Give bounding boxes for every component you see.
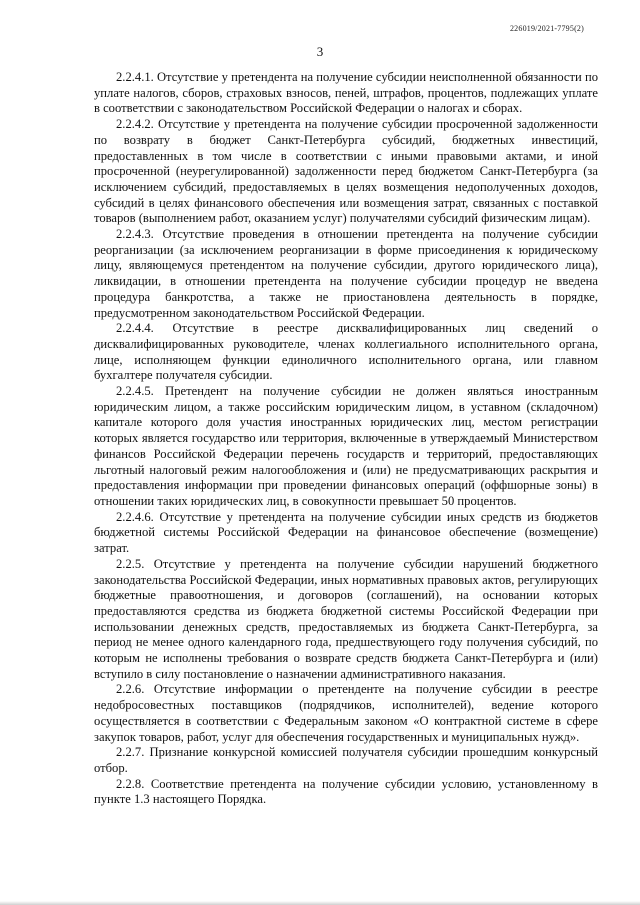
clause-2-2-4-5: 2.2.4.5. Претендент на получение субсидии не должен являться иностранным юридическим лицом, а также российским юридическим лицом, в уставном (складочном) капитале которого доля участия иностранных юридических лиц, местом регистрации которых является государство или территория, включенные в утверждаемый Министерством финансов Российской Федерации перечень государств и территорий, предоставляющих льготный налоговый режим налогообложения и (или) не предусматривающих раскрытия и предоставления информации при проведении финансовых операций (оффшорные зоны) в отношении таких юридических лиц, в совокупности превышает 50 процентов. xyxy=(94,384,598,508)
clause-2-2-6: 2.2.6. Отсутствие информации о претенденте на получение субсидии в реестре недобросовестных поставщиков (подрядчиков, исполнителей), ведение которого осуществляется в соответствии с Федеральным законом «О контрактной системе в сфере закупок товаров, работ, услуг для обеспечения государственных и муниципальных нужд». xyxy=(94,682,598,744)
clause-2-2-8: 2.2.8. Соответствие претендента на получение субсидии условию, установленному в пункте 1.3 настоящего Порядка. xyxy=(94,776,598,807)
clause-2-2-4-2: 2.2.4.2. Отсутствие у претендента на получение субсидии просроченной задолженности по возврату в бюджет Санкт-Петербурга субсидий, бюджетных инвестиций, предоставленных в том числе в соответствии с иными правовыми актами, и иной просроченной (неурегулированной) задолженности перед бюджетом Санкт-Петербурга (за исключением субсидий, предоставляемых в целях возмещения недополученных доходов, субсидий в целях финансового обеспечения или возмещения затрат, связанных с поставкой товаров (выполнением работ, оказанием услуг) получателями субсидий физическим лицам). xyxy=(94,117,598,226)
document-body xyxy=(94,70,598,808)
clause-2-2-7: 2.2.7. Признание конкурсной комиссией получателя субсидии прошедшим конкурсный отбор. xyxy=(94,745,598,775)
clause-2-2-4-3: 2.2.4.3. Отсутствие проведения в отношении претендента на получение субсидии реорганизации (за исключением реорганизации в форме присоединения к юридическому лицу, являющемуся претендентом на получение субсидии, другого юридического лица), ликвидации, в отношении претендента на получение субсидии процедур не введена процедура банкротства, а также не приостановлена деятельность в порядке, предусмотренном законодательством Российской Федерации. xyxy=(94,227,598,320)
clause-2-2-5: 2.2.5. Отсутствие у претендента на получение субсидии нарушений бюджетного законодательства Российской Федерации, иных нормативных правовых актов, регулирующих бюджетные правоотношения, и договоров (соглашений), на основании которых предоставляются средства из бюджета бюджетной системы Российской Федерации при использовании денежных средств, предоставляемых из бюджета Санкт-Петербурга, за период не менее одного календарного года, предшествующего году получения субсидий, по которым не исполнены требования о возврате средств бюджета Санкт-Петербурга и (или) вступило в силу постановление о назначении административного наказания. xyxy=(94,556,598,681)
scan-bottom-edge xyxy=(0,901,640,905)
clause-2-2-4-6: 2.2.4.6. Отсутствие у претендента на получение субсидии иных средств из бюджетов бюджетной системы Российской Федерации на финансовое обеспечение (возмещение) затрат. xyxy=(94,509,598,556)
page-number: 3 xyxy=(316,44,324,59)
clause-2-2-4-1: 2.2.4.1. Отсутствие у претендента на получение субсидии неисполненной обязанности по уплате налогов, сборов, страховых взносов, пеней, штрафов, процентов, подлежащих уплате в соответствии с законодательством Российской Федерации о налогах и сборах. xyxy=(94,70,598,116)
clause-2-2-4-4: 2.2.4.4. Отсутствие в реестре дисквалифицированных лиц сведений о дисквалифицированных руководителе, членах коллегиального исполнительного органа, лице, исполняющем функции единоличного исполнительного органа, или главном бухгалтере получателя субсидии. xyxy=(94,321,598,383)
registration-number: 226019/2021-7795(2) xyxy=(509,24,584,33)
